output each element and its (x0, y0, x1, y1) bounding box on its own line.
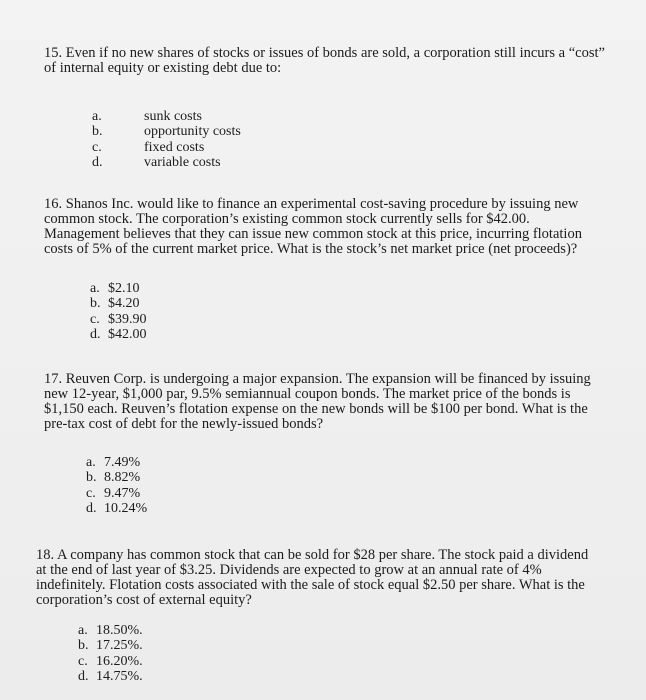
question-text (44, 372, 644, 432)
answer-choices (86, 455, 147, 516)
answer-choice-d (92, 155, 241, 170)
choice-text: $42.00 (108, 326, 147, 342)
choice-letter: c. (90, 311, 100, 327)
choice-text: 18.50%. (96, 623, 143, 638)
question-body: Reuven Corp. is undergoing a major expansion. The expansion will be financed by issuing new 12-year, $1,000 par, 9.5% semiannual coupon bonds. The market price of the bonds is $1,150 each. Reuven’s flotation expense on the new bonds will be $100 per bond. What is the pre-tax cost of debt for the newly-issued bonds? (44, 371, 591, 432)
choice-letter: c. (86, 485, 96, 501)
question-text (44, 197, 644, 257)
question-text (36, 548, 644, 608)
question-body: Even if no new shares of stocks or issues of bonds are sold, a corporation still incurs a “cost” of internal equity or existing debt due to: (44, 45, 605, 76)
choice-letter: a. (92, 109, 102, 124)
choice-text: 8.82% (104, 470, 141, 486)
question-text (44, 46, 644, 76)
choice-text: sunk costs (144, 109, 202, 124)
choice-text: opportunity costs (144, 124, 241, 140)
choice-letter: a. (86, 455, 96, 470)
answer-choices (92, 109, 241, 170)
answer-choice-c (92, 140, 241, 155)
choice-text: $2.10 (108, 281, 140, 296)
choice-text: 7.49% (104, 455, 141, 470)
answer-choice-a (86, 455, 147, 470)
question-body: Shanos Inc. would like to finance an experimental cost-saving procedure by issuing new common stock. The corporation’s existing common stock currently sells for $42.00. Management believes that they can issue new common stock at this price, incurring flotation costs of 5% of the current market price. What is the stock’s net market price (net proceeds)? (44, 196, 582, 257)
answer-choice-d (86, 501, 147, 516)
choice-text: $4.20 (108, 296, 140, 312)
answer-choice-c (86, 486, 147, 501)
answer-choice-b (78, 638, 143, 653)
question-number: 15. (44, 45, 63, 61)
choice-text: $39.90 (108, 311, 147, 327)
question-number: 18. (36, 547, 55, 563)
choice-letter: c. (78, 653, 88, 669)
choice-letter: b. (92, 124, 103, 140)
answer-choices (90, 281, 147, 342)
answer-choice-a (78, 623, 143, 638)
answer-choice-a (92, 109, 241, 124)
choice-text: 16.20%. (96, 653, 143, 669)
choice-letter: d. (92, 154, 103, 170)
choice-letter: b. (78, 638, 89, 654)
choice-letter: b. (90, 296, 101, 312)
choice-text: 10.24% (104, 500, 148, 516)
choice-text: fixed costs (144, 139, 205, 155)
answer-choices (78, 623, 143, 684)
choice-letter: d. (90, 326, 101, 342)
choice-letter: d. (86, 500, 97, 516)
question-number: 16. (44, 196, 63, 212)
answer-choice-b (92, 124, 241, 139)
answer-choice-c (90, 312, 147, 327)
choice-letter: a. (90, 281, 100, 296)
answer-choice-b (86, 470, 147, 485)
question-number: 17. (44, 371, 63, 387)
answer-choice-b (90, 296, 147, 311)
choice-letter: b. (86, 470, 97, 486)
answer-choice-d (78, 669, 143, 684)
choice-letter: d. (78, 668, 89, 684)
choice-letter: c. (92, 139, 102, 155)
question-body: A company has common stock that can be sold for $28 per share. The stock paid a dividend at the end of last year of $3.25. Dividends are expected to grow at an annual rate of 4% indefinitely. Flotation costs associated with the sale of stock equal $2.50 per share. What is the corporation’s cost of external equity? (36, 547, 589, 608)
choice-text: variable costs (144, 154, 221, 170)
choice-text: 14.75%. (96, 668, 143, 684)
answer-choice-a (90, 281, 147, 296)
choice-letter: a. (78, 623, 88, 638)
answer-choice-d (90, 327, 147, 342)
choice-text: 9.47% (104, 485, 141, 501)
answer-choice-c (78, 654, 143, 669)
choice-text: 17.25%. (96, 638, 143, 654)
